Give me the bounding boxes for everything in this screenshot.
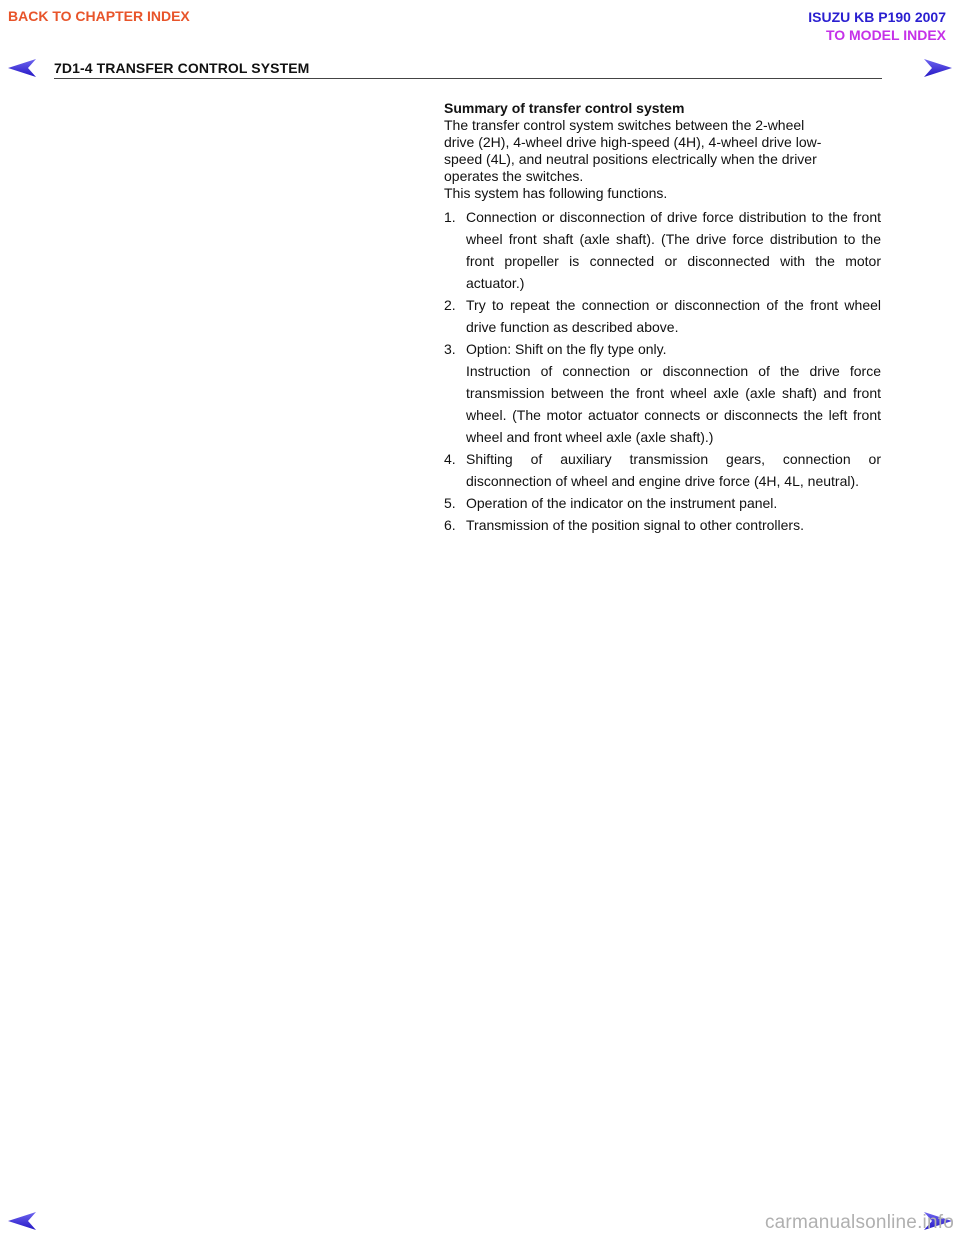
list-number: 6. (444, 517, 456, 533)
list-subtext: Instruction of connection or disconnection of the drive force transmission between the front wheel axle (axle shaft) and front wheel. (The motor actuator connects or disconnects the left front wheel and front wheel axle (axle shaft).) (466, 363, 881, 445)
list-item (444, 448, 881, 492)
left-arrow-icon (6, 56, 38, 80)
list-text: Connection or disconnection of drive force distribution to the front wheel front shaft (axle shaft). (The drive force distribution to the front propeller is connected or disconnected with the motor actuator.) (466, 209, 881, 291)
list-item (444, 492, 881, 514)
prev-page-button-bottom[interactable] (6, 1209, 38, 1233)
function-list (444, 206, 881, 536)
list-number: 4. (444, 451, 456, 467)
model-title-link[interactable]: ISUZU KB P190 2007 (808, 9, 946, 25)
prev-page-button-top[interactable] (6, 56, 38, 80)
next-page-button-top[interactable] (922, 56, 954, 80)
list-item (444, 338, 881, 448)
intro-line: The transfer control system switches between the 2-wheel (444, 117, 805, 133)
header-rule (54, 78, 882, 79)
list-item (444, 206, 881, 294)
section-content (444, 100, 881, 536)
intro-line: speed (4L), and neutral positions electrically when the driver (444, 151, 817, 167)
intro-line: This system has following functions. (444, 185, 668, 201)
list-text: Transmission of the position signal to other controllers. (466, 517, 804, 533)
list-item (444, 514, 881, 536)
list-text: Try to repeat the connection or disconnection of the front wheel drive function as described above. (466, 297, 881, 335)
section-title: Summary of transfer control system (444, 100, 685, 116)
back-to-chapter-index-link[interactable]: BACK TO CHAPTER INDEX (8, 8, 190, 24)
left-arrow-icon (6, 1209, 38, 1233)
list-text: Shifting of auxiliary transmission gears, connection or disconnection of wheel and engine drive force (4H, 4L, neutral). (466, 451, 881, 489)
list-number: 2. (444, 297, 456, 313)
list-number: 3. (444, 341, 456, 357)
watermark: carmanualsonline.info (764, 1212, 954, 1233)
intro-line: operates the switches. (444, 168, 584, 184)
list-number: 5. (444, 495, 456, 511)
running-head: 7D1-4 TRANSFER CONTROL SYSTEM (54, 60, 310, 76)
model-index-links (808, 8, 946, 44)
list-text: Operation of the indicator on the instrument panel. (466, 495, 778, 511)
list-text: Option: Shift on the fly type only. (466, 341, 667, 357)
list-number: 1. (444, 209, 456, 225)
list-item (444, 294, 881, 338)
to-model-index-link[interactable]: TO MODEL INDEX (825, 27, 946, 43)
right-arrow-icon (922, 56, 954, 80)
intro-line: drive (2H), 4-wheel drive high-speed (4H), 4-wheel drive low- (444, 134, 822, 150)
